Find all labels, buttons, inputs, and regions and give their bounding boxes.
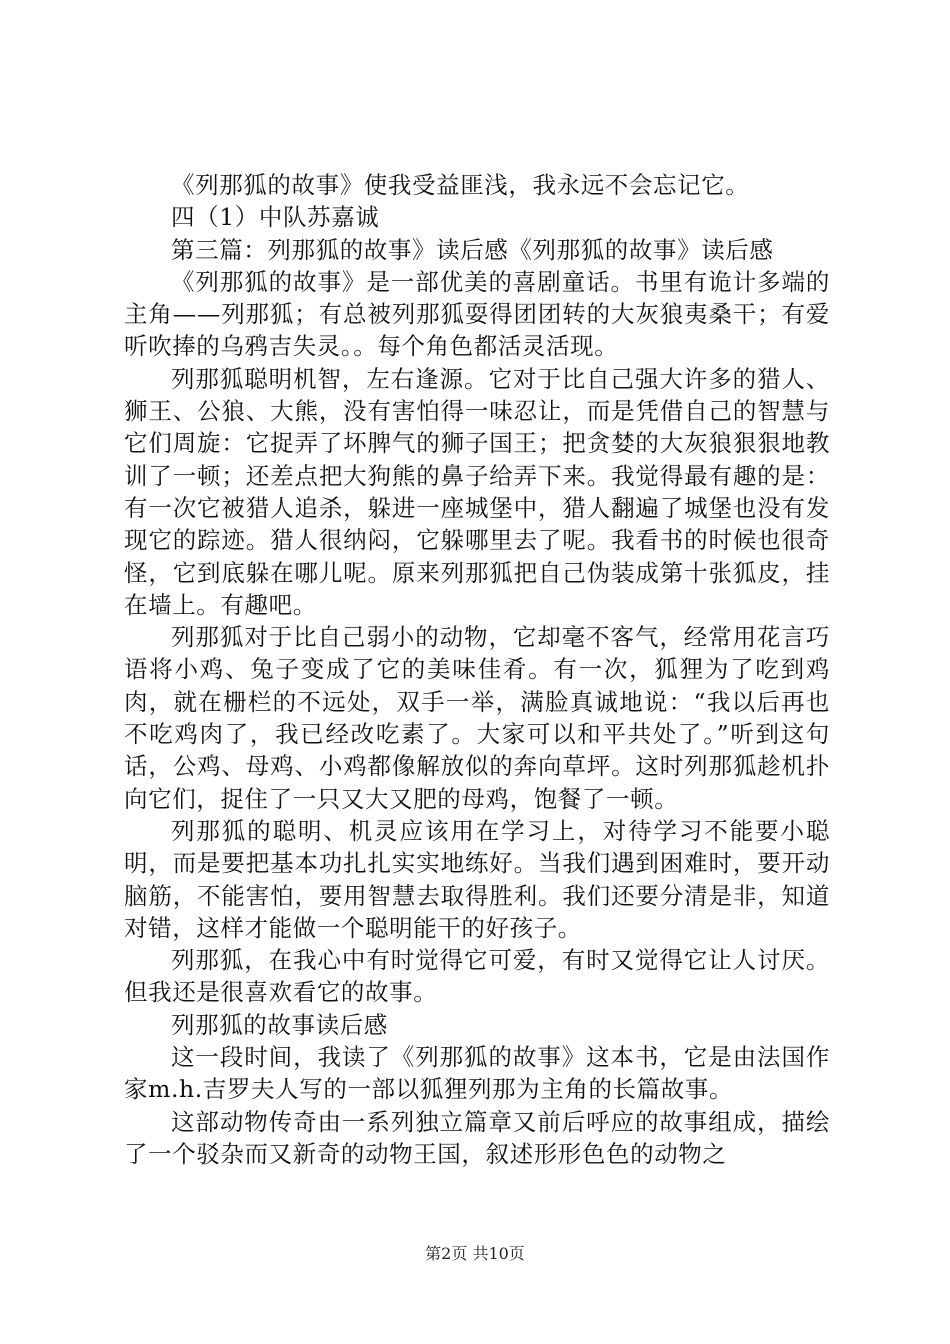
paragraph-book-structure: 这部动物传奇由一系列独立篇章又前后呼应的故事组成，描绘了一个驳杂而又新奇的动物王国，叙述形形色色的动物之 xyxy=(124,1107,830,1168)
section-heading-part-three: 第三篇：列那狐的故事》读后感《列那狐的故事》读后感 xyxy=(171,235,774,264)
page-number-footer: 第2页 共10页 xyxy=(425,1244,525,1263)
paragraph-closing-line: 《列那狐的故事》使我受益匪浅，我永远不会忘记它。 xyxy=(171,171,750,199)
document-body xyxy=(124,169,830,1170)
paragraph-author-line: 四（1）中队苏嘉诚 xyxy=(171,203,380,232)
section-heading-reading-note: 列那狐的故事读后感 xyxy=(171,1010,388,1039)
paragraph-feelings: 列那狐，在我心中有时觉得它可爱，有时又觉得它让人讨厌。但我还是很喜欢看它的故事。 xyxy=(124,946,830,1007)
paragraph-clever-fox: 列那狐聪明机智，左右逢源。它对于比自己强大许多的猎人、狮王、公狼、大熊，没有害怕得一味忍让，而是凭借自己的智慧与它们周旋：它捉弄了坏脾气的狮子国王；把贪婪的大灰狼狠狠地教训了一顿；还差点把大狗熊的鼻子给弄下来。我觉得最有趣的是：有一次它被猎人追杀，躲进一座城堡中，猎人翻遍了城堡也没有发现它的踪迹。猎人很纳闷，它躲哪里去了呢。我看书的时候也很奇怪，它到底躲在哪儿呢。原来列那狐把自己伪装成第十张狐皮，挂在墙上。有趣吧。 xyxy=(124,364,830,619)
paragraph-lesson: 列那狐的聪明、机灵应该用在学习上，对待学习不能要小聪明，而是要把基本功扎扎实实地练好。当我们遇到困难时，要开动脑筋，不能害怕，要用智慧去取得胜利。我们还要分清是非，知道对错，这样才能做一个聪明能干的好孩子。 xyxy=(124,816,830,942)
paragraph-intro: 《列那狐的故事》是一部优美的喜剧童话。书里有诡计多端的主角——列那狐；有总被列那狐耍得团团转的大灰狼夷桑干；有爱听吹捧的乌鸦吉失灵。。每个角色都活灵活现。 xyxy=(124,267,830,361)
paragraph-weak-animals: 列那狐对于比自己弱小的动物，它却毫不客气，经常用花言巧语将小鸡、兔子变成了它的美味佳肴。有一次，狐狸为了吃到鸡肉，就在栅栏的不远处，双手一举，满脸真诚地说：“我以后再也不吃鸡肉了，我已经改吃素了。大家可以和平共处了。”听到这句话，公鸡、母鸡、小鸡都像解放似的奔向草坪。这时列那狐趁机扑向它们，捉住了一只又大又肥的母鸡，饱餐了一顿。 xyxy=(124,623,830,813)
paragraph-book-intro: 这一段时间，我读了《列那狐的故事》这本书，它是由法国作家m.h.吉罗夫人写的一部以狐狸列那为主角的长篇故事。 xyxy=(124,1043,830,1104)
